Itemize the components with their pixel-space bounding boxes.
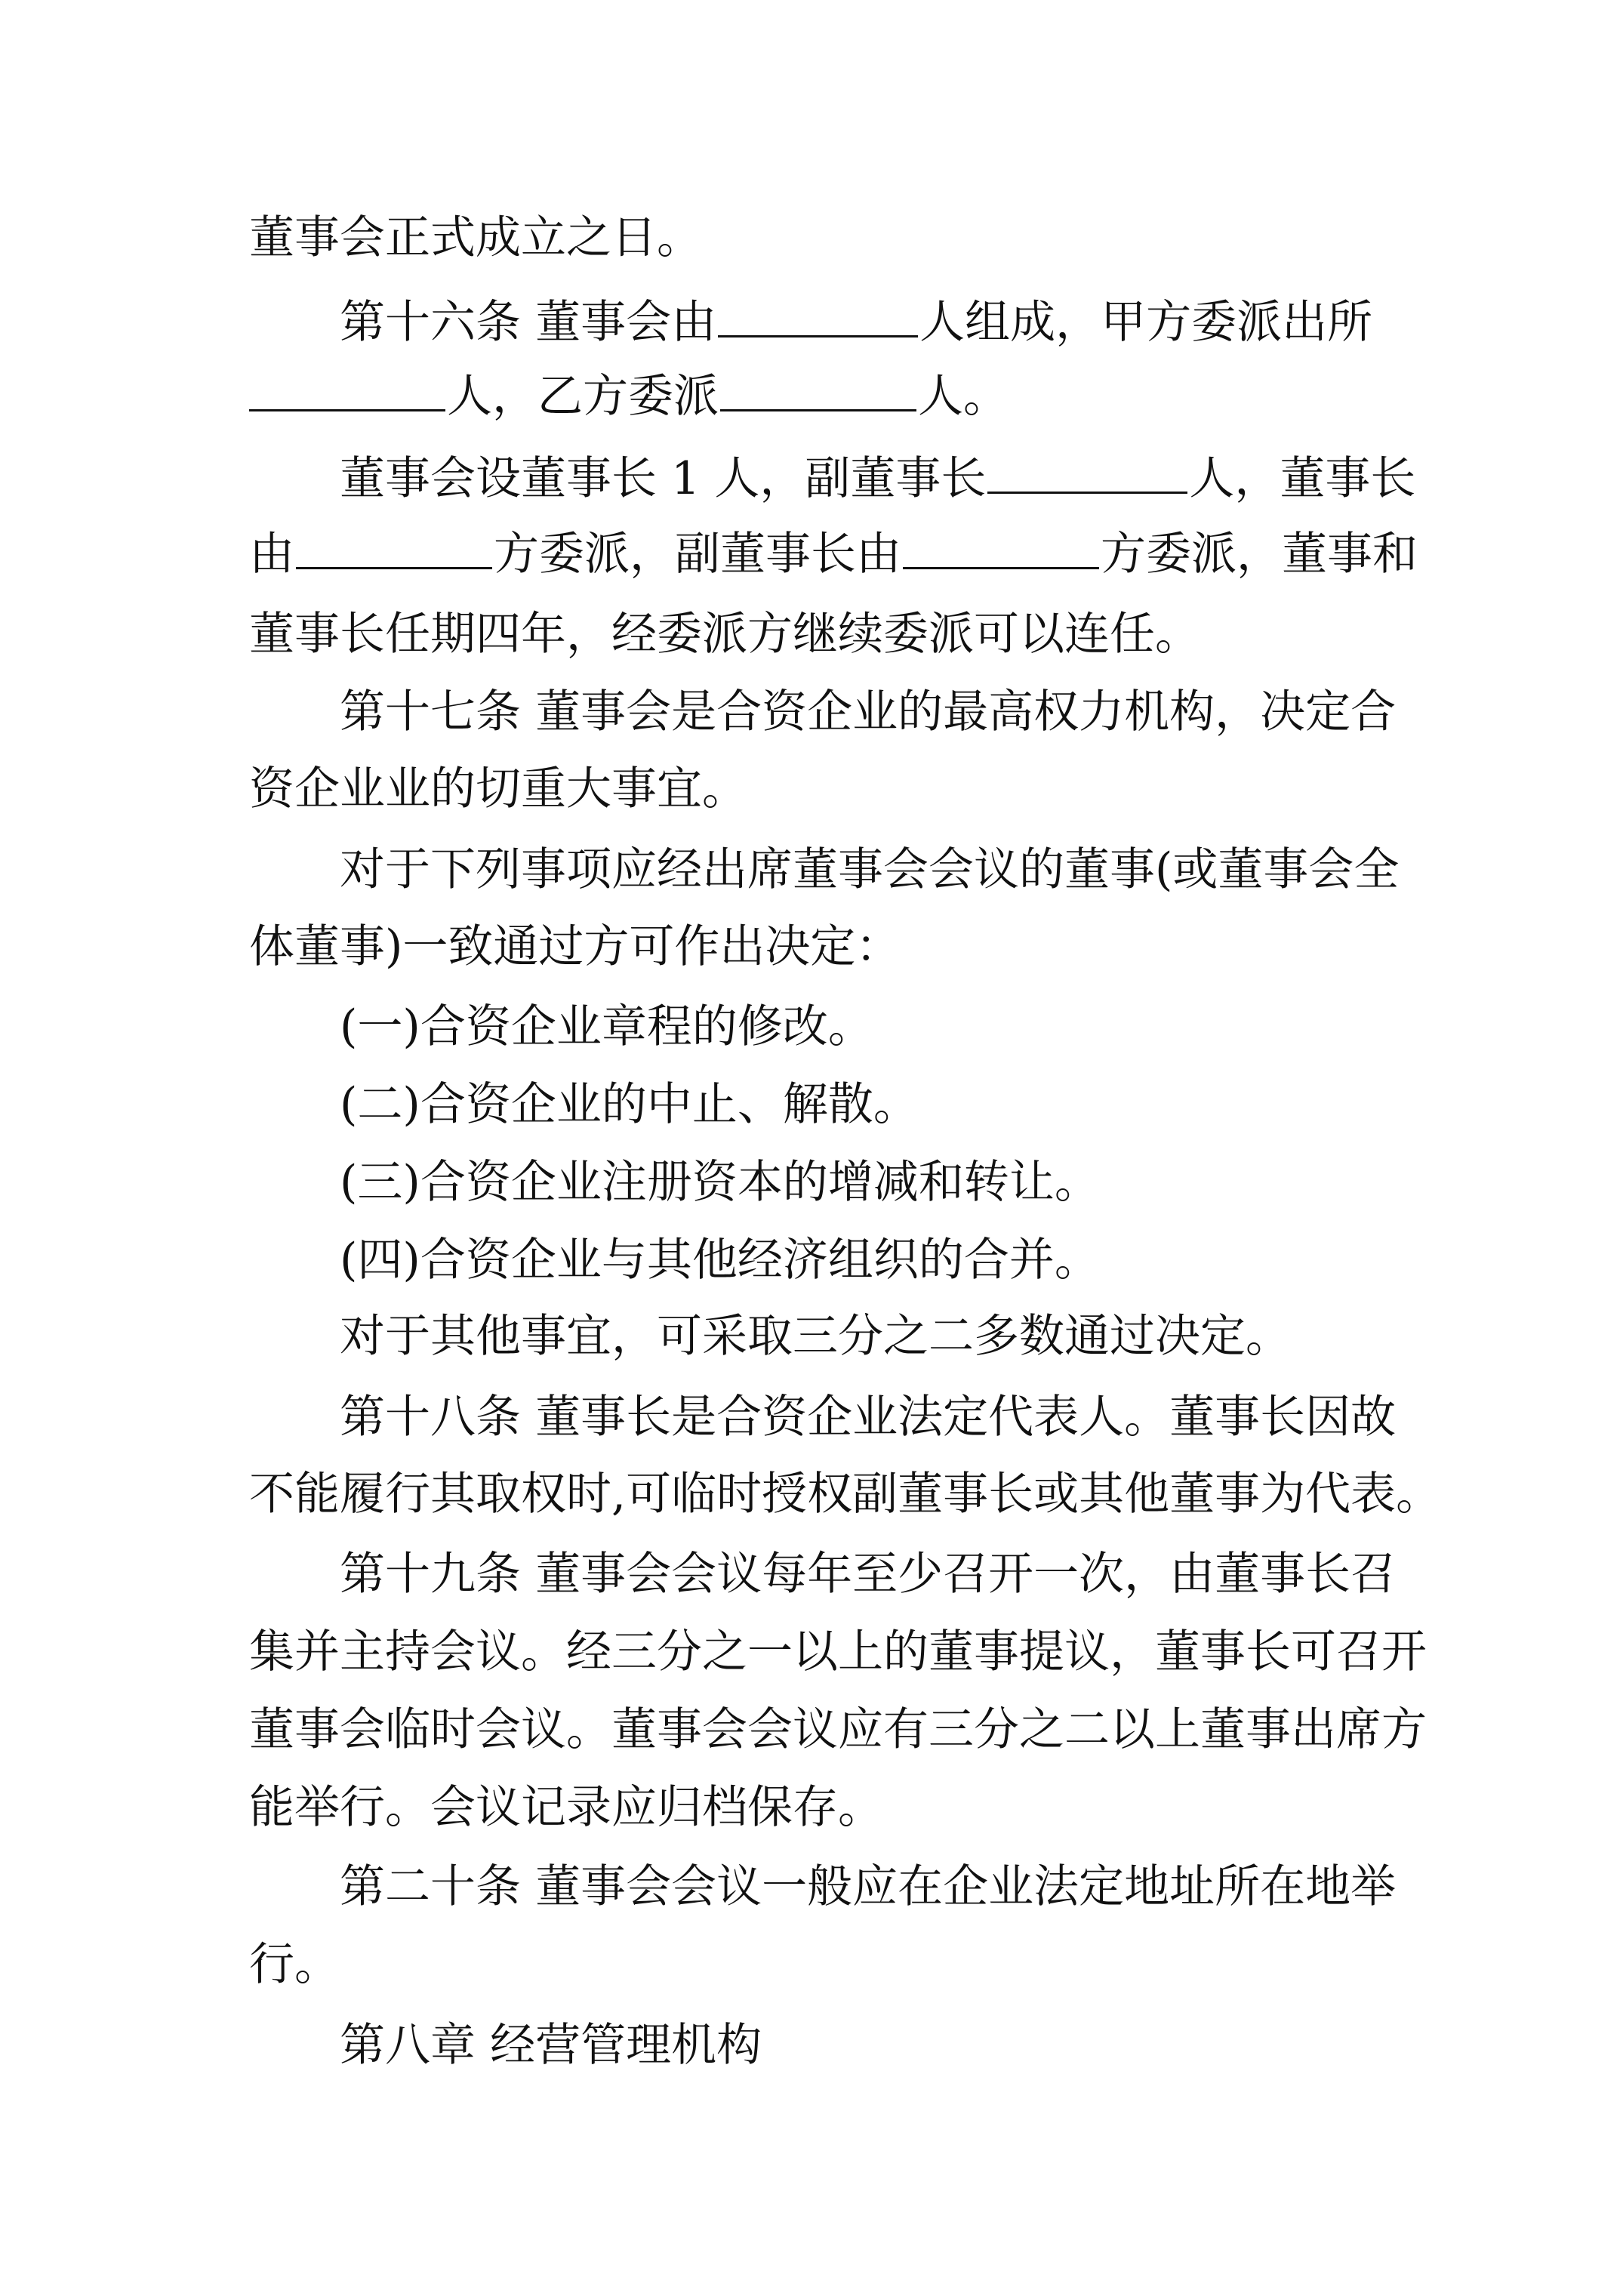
paragraph-line xyxy=(249,1690,1427,1769)
text: 人，乙方委派 xyxy=(447,370,719,423)
blank-field[interactable] xyxy=(249,408,445,411)
text: 对于其他事宜，可采取三分之二多数通过决定。 xyxy=(340,1310,1291,1363)
text: 由 xyxy=(249,528,294,581)
blank-field[interactable] xyxy=(720,408,916,411)
blank-field[interactable] xyxy=(718,334,918,337)
paragraph-line xyxy=(249,1768,1389,1847)
text: (四)合资企业与其他经济组织的合并。 xyxy=(340,1234,1100,1287)
text: 人，董事长 xyxy=(1189,452,1416,505)
paragraph-line xyxy=(249,439,1416,518)
text: 行。 xyxy=(249,1938,340,1991)
paragraph-line xyxy=(249,595,1389,673)
text: 方委派，董事和 xyxy=(1101,528,1418,581)
text: (三)合资企业注册资本的增减和转让。 xyxy=(340,1156,1100,1209)
chapter-heading xyxy=(249,2006,1389,2085)
document-page xyxy=(249,0,1442,2296)
text: 第八章 经营管理机构 xyxy=(340,2019,762,2072)
text: 能举行。会议记录应归档保存。 xyxy=(249,1781,883,1834)
paragraph-line xyxy=(249,750,1389,828)
list-item xyxy=(249,1065,1389,1144)
list-item xyxy=(249,1221,1389,1299)
blank-field[interactable] xyxy=(987,491,1187,494)
text: 资企业业的切重大事宜。 xyxy=(249,763,747,815)
blank-field[interactable] xyxy=(296,566,492,569)
text: 董事会临时会议。董事会会议应有三分之二以上董事出席方 xyxy=(249,1703,1427,1756)
article-16-line-2 xyxy=(249,357,1389,436)
text: 董事会设董事长 1 人，副董事长 xyxy=(340,452,987,505)
text: 集并主持会议。经三分之一以上的董事提议，董事长可召开 xyxy=(249,1626,1427,1678)
paragraph-line xyxy=(249,1455,1442,1533)
list-item xyxy=(249,1143,1389,1222)
text: 人组成，甲方委派出所 xyxy=(919,296,1373,349)
text: 体董事)一致通过方可作出决定： xyxy=(249,920,901,973)
paragraph-line xyxy=(249,831,1400,909)
article-19-line-1 xyxy=(249,1535,1397,1613)
blank-field[interactable] xyxy=(903,566,1099,569)
text: 第十九条 董事会会议每年至少召开一次，由董事长召 xyxy=(340,1548,1397,1601)
text: 第二十条 董事会会议一般应在企业法定地址所在地举 xyxy=(340,1860,1397,1913)
text: 董事会正式成立之日。 xyxy=(249,211,702,264)
article-18-line-1 xyxy=(249,1378,1397,1456)
paragraph-line xyxy=(249,199,1389,277)
list-item xyxy=(249,988,1389,1066)
text: 方委派，副董事长由 xyxy=(494,528,901,581)
text: 第十八条 董事长是合资企业法定代表人。董事长因故 xyxy=(340,1391,1397,1444)
text: 不能履行其取权时,可临时授权副董事长或其他董事为代表。 xyxy=(249,1468,1442,1521)
text: (一)合资企业章程的修改。 xyxy=(340,1000,873,1053)
text: 第十六条 董事会由 xyxy=(340,296,717,349)
text: 对于下列事项应经出席董事会会议的董事(或董事会全 xyxy=(340,843,1400,896)
text: 第十七条 董事会是合资企业的最高权力机构，决定合 xyxy=(340,686,1397,738)
article-17-line-1 xyxy=(249,673,1397,751)
text: 董事长任期四年，经委派方继续委派可以连任。 xyxy=(249,608,1200,661)
article-20-line-1 xyxy=(249,1848,1397,1926)
paragraph-line xyxy=(249,1297,1389,1376)
text: 人。 xyxy=(918,370,1009,423)
article-16-line-1 xyxy=(249,283,1389,362)
paragraph-line xyxy=(249,1925,1389,2004)
paragraph-line xyxy=(249,515,1418,593)
paragraph-line xyxy=(249,1613,1427,1691)
paragraph-line xyxy=(249,908,1389,986)
text: (二)合资企业的中止、解散。 xyxy=(340,1078,919,1131)
